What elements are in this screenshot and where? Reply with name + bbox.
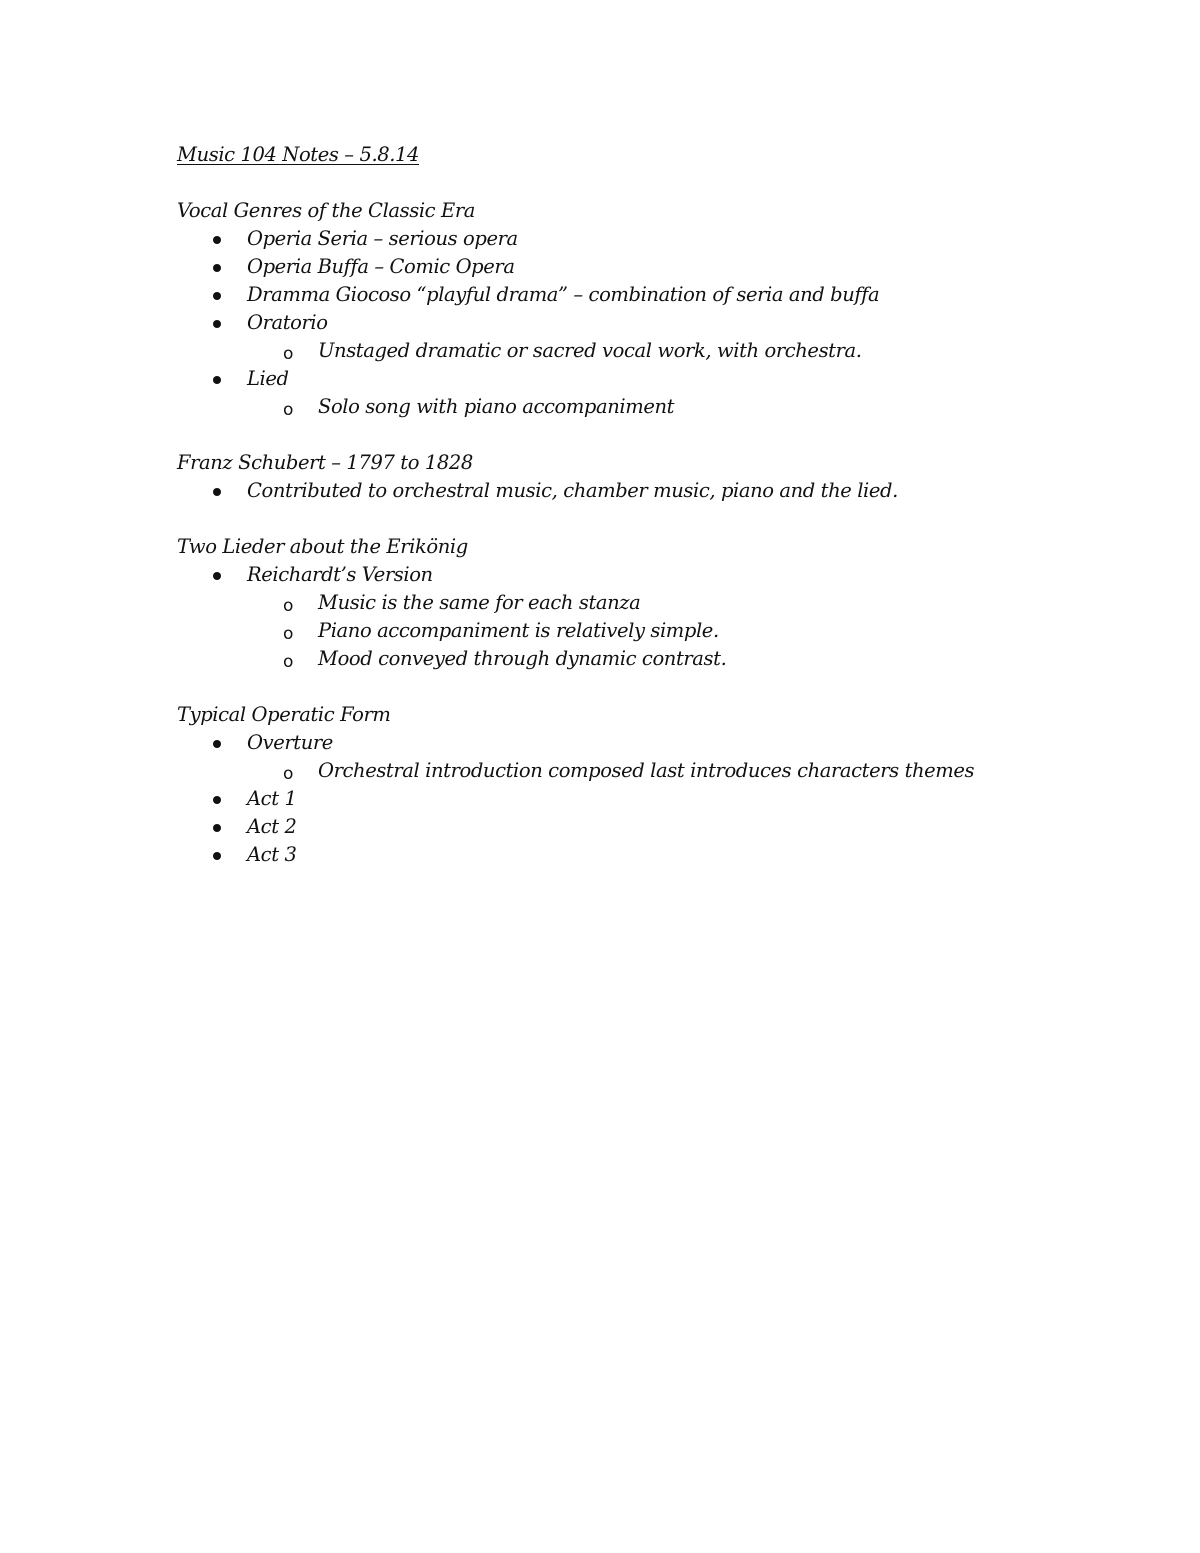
list-item-text: Contributed to orchestral music, chamber music, piano and the lied. <box>247 479 898 502</box>
list-item <box>177 253 1077 281</box>
bullet-dot-icon <box>213 264 221 272</box>
list-item <box>177 729 1077 757</box>
list-item-text: Operia Buffa – Comic Opera <box>247 255 515 278</box>
bullet-dot-icon <box>213 796 221 804</box>
document-title: Music 104 Notes – 5.8.14 <box>177 143 420 166</box>
section-heading: Vocal Genres of the Classic Era <box>177 199 475 222</box>
blank-line <box>177 673 1077 701</box>
list-item-text: Act 1 <box>247 787 297 810</box>
sub-list-item-text: Unstaged dramatic or sacred vocal work, with orchestra. <box>318 339 862 362</box>
list-item-text: Oratorio <box>247 311 328 334</box>
blank-line <box>177 169 1077 197</box>
sub-list-item <box>177 757 1077 785</box>
list-item <box>177 561 1077 589</box>
list-item <box>177 309 1077 337</box>
bullet-dot-icon <box>213 320 221 328</box>
list-item-text: Operia Seria – serious opera <box>247 227 518 250</box>
bullet-circle-icon: o <box>283 400 294 420</box>
section-heading: Two Lieder about the Erikönig <box>177 535 468 558</box>
list-item <box>177 477 1077 505</box>
list-item <box>177 365 1077 393</box>
sub-list-item <box>177 337 1077 365</box>
sub-list-item <box>177 589 1077 617</box>
sub-list-item <box>177 617 1077 645</box>
list-item-text: Dramma Giocoso “playful drama” – combination of seria and buffa <box>247 283 880 306</box>
sub-list-item-text: Mood conveyed through dynamic contrast. <box>318 647 727 670</box>
section-heading: Franz Schubert – 1797 to 1828 <box>177 451 473 474</box>
list-item <box>177 841 1077 869</box>
bullet-dot-icon <box>213 852 221 860</box>
sub-list-item-text: Orchestral introduction composed last introduces characters themes <box>318 759 975 782</box>
bullet-circle-icon: o <box>283 652 294 672</box>
sub-list-item-text: Music is the same for each stanza <box>318 591 641 614</box>
bullet-dot-icon <box>213 376 221 384</box>
blank-line <box>177 421 1077 449</box>
list-item <box>177 813 1077 841</box>
bullet-dot-icon <box>213 572 221 580</box>
bullet-dot-icon <box>213 292 221 300</box>
section-heading: Typical Operatic Form <box>177 703 391 726</box>
list-item <box>177 225 1077 253</box>
list-item-text: Lied <box>247 367 289 390</box>
bullet-dot-icon <box>213 740 221 748</box>
sub-list-item <box>177 393 1077 421</box>
blank-line <box>177 505 1077 533</box>
bullet-dot-icon <box>213 488 221 496</box>
bullet-circle-icon: o <box>283 344 294 364</box>
list-item <box>177 785 1077 813</box>
sub-list-item-text: Solo song with piano accompaniment <box>318 395 675 418</box>
list-item-text: Reichardt’s Version <box>247 563 433 586</box>
bullet-dot-icon <box>213 236 221 244</box>
sub-list-item-text: Piano accompaniment is relatively simple. <box>318 619 719 642</box>
bullet-circle-icon: o <box>283 764 294 784</box>
bullet-dot-icon <box>213 824 221 832</box>
list-item <box>177 281 1077 309</box>
list-item-text: Overture <box>247 731 333 754</box>
bullet-circle-icon: o <box>283 596 294 616</box>
list-item-text: Act 3 <box>247 843 297 866</box>
document-body <box>177 141 1077 869</box>
list-item-text: Act 2 <box>247 815 297 838</box>
sub-list-item <box>177 645 1077 673</box>
bullet-circle-icon: o <box>283 624 294 644</box>
